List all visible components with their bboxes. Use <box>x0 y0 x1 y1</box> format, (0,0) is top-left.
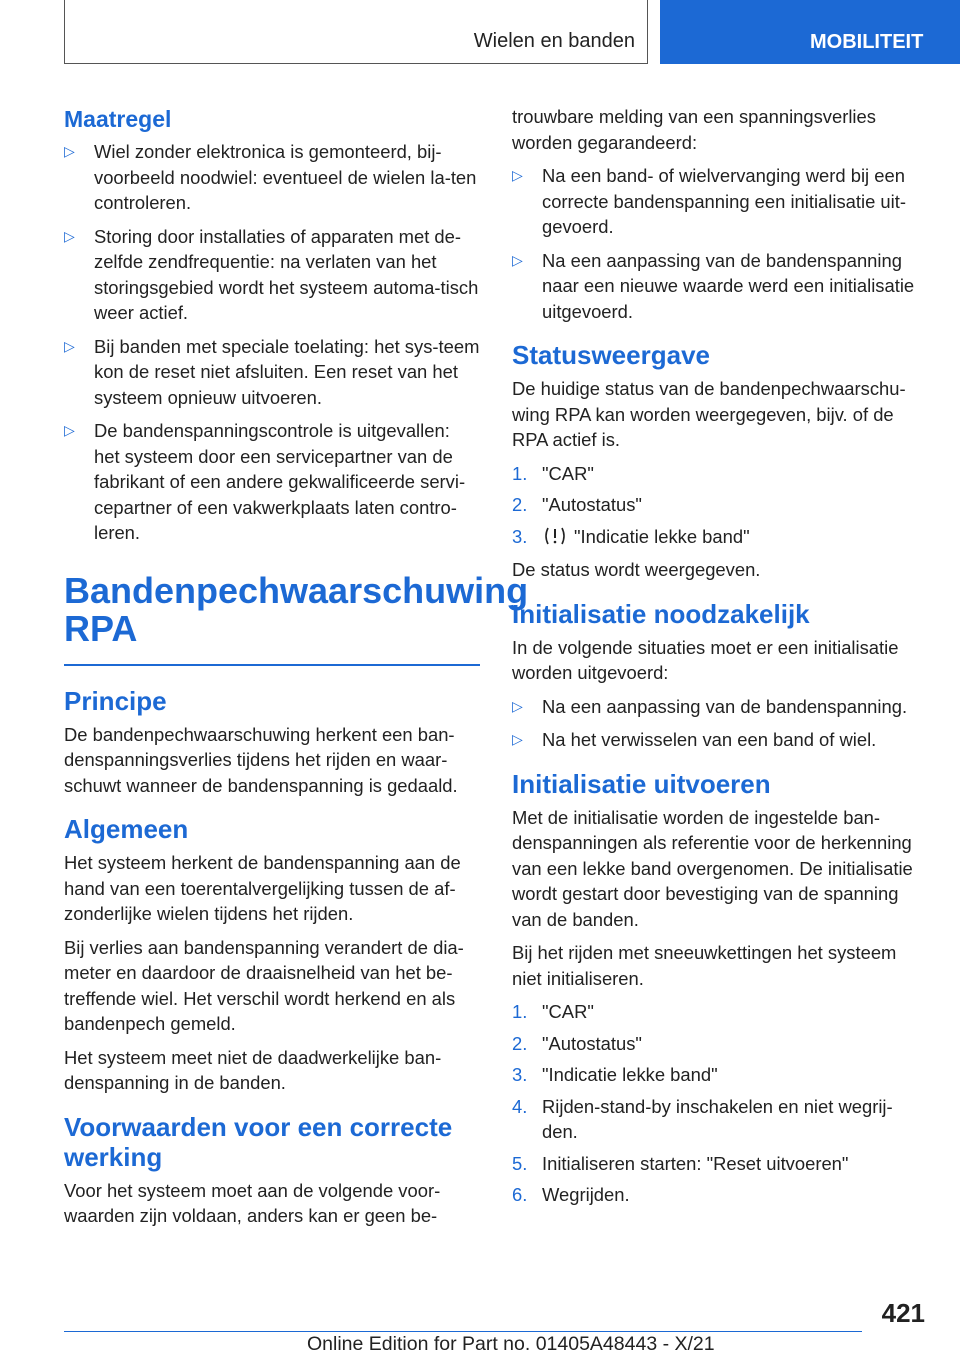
bullet-triangle-icon: ▷ <box>512 697 523 714</box>
bullet-triangle-icon: ▷ <box>64 422 75 438</box>
step-item: 6. Wegrijden. <box>512 1184 630 1205</box>
initialisatie-noodzakelijk-list <box>512 694 928 753</box>
bullet-triangle-icon: ▷ <box>64 227 75 244</box>
list-item: ▷ Bij banden met speciale toelating: het sys-teem kon de reset niet afsluiten. Een reset van het systeem opnieuw uitvoeren. <box>64 335 480 408</box>
initialisatie-uitvoeren-text-2: Bij het rijden met sneeuwkettingen het systeem niet initialiseren. <box>512 942 897 989</box>
initialisatie-noodzakelijk-text: In de volgende situaties moet er een initialisatie worden uitgevoerd: <box>512 636 899 683</box>
footer-edition: Online Edition for Part no. 01405A48443 - X/21 <box>307 1333 715 1355</box>
list-item: ▷ Wiel zonder elektronica is gemonteerd, bij-voorbeeld noodwiel: eventueel de wielen la-ten controleren. <box>64 141 477 213</box>
step-item: 5. Initialiseren starten: "Reset uitvoeren" <box>512 1152 849 1174</box>
conditions-list <box>512 163 928 324</box>
tire-pressure-warning-icon <box>542 526 568 546</box>
header-chapter-title: MOBILITEIT <box>810 31 924 53</box>
page-number: 421 <box>881 1298 925 1328</box>
list-item: ▷ Na een aanpassing van de bandenspanning. <box>512 694 928 720</box>
statusweergave-steps <box>512 461 928 550</box>
left-column <box>64 96 529 1237</box>
step-item: 3. "Indicatie lekke band" <box>512 1064 718 1085</box>
header-section-box <box>64 0 648 64</box>
initialisatie-uitvoeren-heading: Initialisatie uitvoeren <box>512 768 771 799</box>
bullet-triangle-icon: ▷ <box>64 337 75 354</box>
list-item: ▷ Na een band- of wielvervanging werd bij een correcte bandenspanning een initialisatie uit-gevoerd. <box>512 165 906 237</box>
bullet-triangle-icon: ▷ <box>64 143 75 159</box>
principe-text: De bandenpechwaarschuwing herkent een ban-denspanningsverlies tijdens het rijden en waar-schuwt wanneer de bandenspanning is gedaald. <box>64 723 458 796</box>
header-chapter-tab[interactable] <box>660 0 960 64</box>
algemeen-text-3: Het systeem meet niet de daadwerkelijke ban-denspanning in de banden. <box>64 1046 442 1093</box>
header-section-title: Wielen en banden <box>473 30 635 52</box>
voorwaarden-text: Voor het systeem moet aan de volgende voor-waarden zijn voldaan, anders kan er geen be- <box>64 1179 441 1226</box>
continued-text: trouwbare melding van een spanningsverlies worden gegarandeerd: <box>512 106 876 153</box>
statusweergave-heading: Statusweergave <box>512 340 710 370</box>
algemeen-text-2: Bij verlies aan bandenspanning verandert de dia-meter en daardoor de draaisnelheid van het be-treffende wiel. Het verschil wordt herkend en als bandenpech gemeld. <box>64 936 464 1034</box>
algemeen-heading: Algemeen <box>64 814 189 844</box>
right-column <box>512 96 928 1216</box>
voorwaarden-heading: Voorwaarden voor een correcte werking <box>64 1111 453 1172</box>
statusweergave-after: De status wordt weergegeven. <box>512 559 761 580</box>
maatregel-heading: Maatregel <box>64 106 172 132</box>
step-item: 4. Rijden-stand-by inschakelen en niet wegrij-den. <box>512 1095 893 1142</box>
section-main-title: Bandenpechwaarschuwing RPA <box>64 569 529 649</box>
initialisatie-uitvoeren-steps <box>512 999 928 1208</box>
title-divider <box>64 664 480 666</box>
maatregel-list <box>64 139 480 546</box>
step-item: 3. "Indicatie lekke band" <box>512 525 750 547</box>
footer-divider <box>64 1331 862 1332</box>
bullet-triangle-icon: ▷ <box>512 167 523 183</box>
algemeen-text-1: Het systeem herkent de bandenspanning aan de hand van een toerentalvergelijking tussen de af-zonderlijke wielen tijdens het rijden. <box>64 852 461 924</box>
bullet-triangle-icon: ▷ <box>512 731 523 747</box>
list-item: ▷ Na een aanpassing van de bandenspanning naar een nieuwe waarde werd een initialisatie uitgevoerd. <box>512 249 915 322</box>
list-item: ▷ Storing door installaties of apparaten met de-zelfde zendfrequentie: na verlaten van het storingsgebied wordt het systeem automa-tisch weer actief. <box>64 225 479 323</box>
step-item: 1. "CAR" <box>512 1001 594 1022</box>
bullet-triangle-icon: ▷ <box>512 251 523 268</box>
initialisatie-uitvoeren-text-1: Met de initialisatie worden de ingestelde ban-denspanningen als referentie voor de herkenning van een lekke band overgenomen. De initialisatie wordt gestart door bevestiging van de spanning van de banden. <box>512 806 913 930</box>
principe-heading: Principe <box>64 685 167 716</box>
step-item: 2. "Autostatus" <box>512 1032 642 1054</box>
initialisatie-noodzakelijk-heading: Initialisatie noodzakelijk <box>512 598 810 629</box>
step-item: 1. "CAR" <box>512 462 594 484</box>
list-item: ▷ Na het verwisselen van een band of wiel. <box>512 727 928 753</box>
statusweergave-text: De huidige status van de bandenpechwaarschu-wing RPA kan worden weergegeven, bijv. of de RPA actief is. <box>512 378 906 450</box>
list-item: ▷ De bandenspanningscontrole is uitgevallen: het systeem door een servicepartner van de fabrikant of een andere gekwalificeerde servi-cepartner of een vakwerkplaats laten contro-leren. <box>64 420 466 543</box>
step-item: 2. "Autostatus" <box>512 494 642 515</box>
